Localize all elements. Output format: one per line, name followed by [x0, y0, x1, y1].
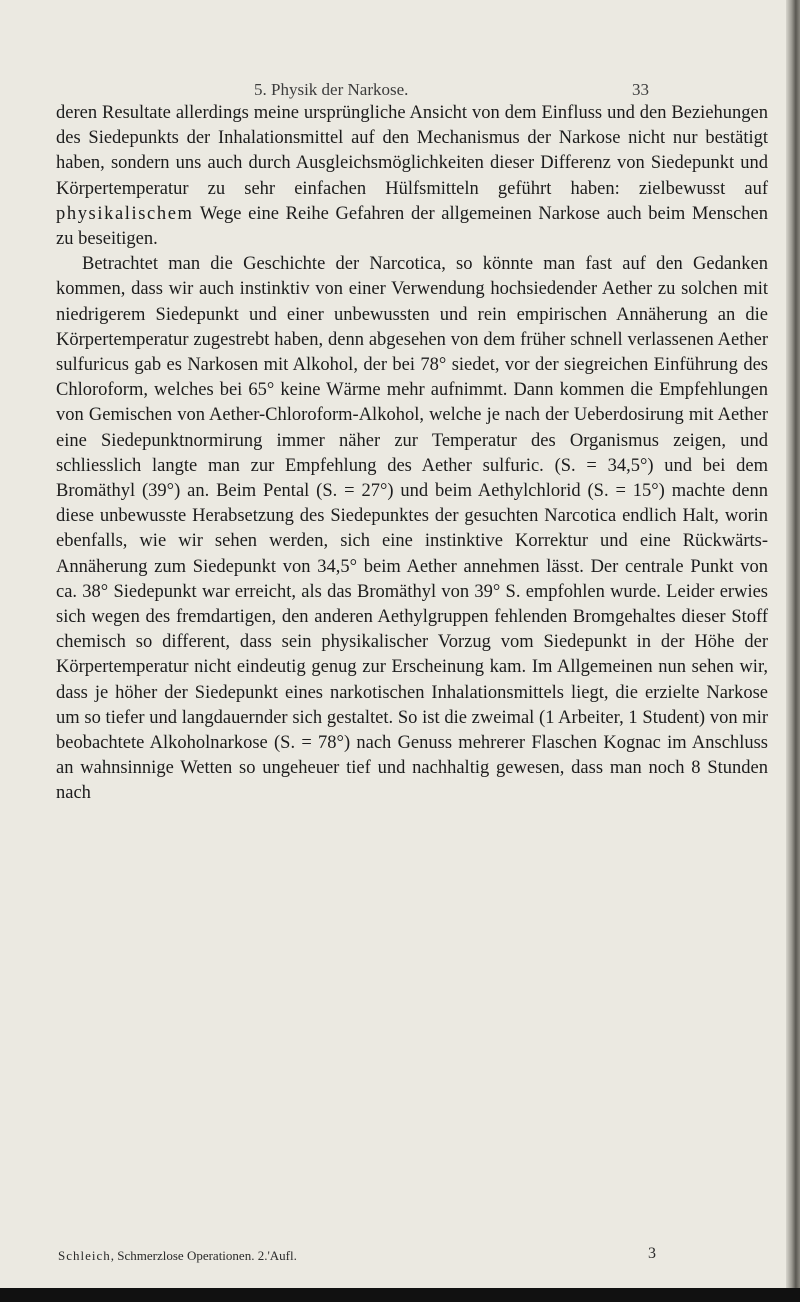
- paragraph-1-part-1: deren Resultate allerdings meine ursprüngliche Ansicht von dem Einfluss und den Beziehungen des Siedepunkts der Inhalationsmittel auf den Mechanismus der Narkose nicht nur bestätigt haben, sondern uns auch durch Ausgleichsmöglichkeiten dieser Differenz von Siedepunkt und Körpertemperatur zu sehr einfachen Hülfsmitteln geführt haben: zielbewusst auf: [56, 103, 768, 199]
- page-number: 33: [632, 80, 649, 99]
- paragraph-2: [56, 252, 768, 806]
- page-footer: [58, 1245, 710, 1264]
- running-head: [254, 80, 654, 100]
- running-head-title: 5. Physik der Narkose.: [254, 80, 409, 99]
- scan-edge-shadow: [786, 0, 800, 1302]
- paragraph-1: [56, 101, 768, 252]
- paragraph-2-text: Betrachtet man die Geschichte der Narcotica, so könnte man fast auf den Gedanken kommen, dass wir auch instinktiv von einer Verwendung hochsiedender Aether zu solchen mit niedrigerem Siedepunkt und einer unbewussten und rein empirischen Annäherung an die Körpertemperatur zugestrebt haben, denn abgesehen von dem früher schnell verlassenen Aether sulfuricus gab es Narkosen mit Alkohol, der bei 78° siedet, vor der siegreichen Einführung des Chloroform, welches bei 65° keine Wärme mehr aufnimmt. Dann kommen die Empfehlungen von Gemischen von Aether-Chloroform-Alkohol, welche je nach der Ueberdosirung mit Aether eine Siedepunktnormirung immer näher zur Temperatur des Organismus zeigen, und schliesslich langte man zur Empfehlung des Aether sulfuric. (S. = 34,5°) und bei dem Bromäthyl (39°) an. Beim Pental (S. = 27°) und beim Aethylchlorid (S. = 15°) machte denn diese unbewusste Herabsetzung des Siedepunktes der gesuchten Narcotica endlich Halt, worin ebenfalls, wie wir sehen werden, sich eine instinktive Korrektur und eine Rückwärts-Annäherung zum Siedepunkt von 34,5° beim Aether annehmen lässt. Der centrale Punkt von ca. 38° Siedepunkt war erreicht, als das Bromäthyl von 39° S. empfohlen wurde. Leider erwies sich wegen des fremdartigen, den anderen Aethylgruppen fehlenden Bromgehaltes dieser Stoff chemisch so different, dass sein physikalischer Vorzug vom Siedepunkt in der Höhe der Körpertemperatur nicht eindeutig genug zur Erscheinung kam. Im Allgemeinen nun sehen wir, dass je höher der Siedepunkt eines narkotischen Inhalationsmittels liegt, die erzielte Narkose um so tiefer und langdauernder sich gestaltet. So ist die zweimal (1 Arbeiter, 1 Student) von mir beobachtete Alkoholnarkose (S. = 78°) nach Genuss mehrerer Flaschen Kognac im Anschluss an wahnsinnige Wetten so ungeheuer tief und nachhaltig gewesen, dass man noch 8 Stunden nach: [56, 254, 768, 804]
- paragraph-1-part-3: Wege eine Reihe Gefahren der allgemeinen Narkose auch beim Menschen zu beseitigen.: [56, 203, 768, 250]
- signature-mark: 3: [648, 1245, 656, 1262]
- emphasized-word-physikalischem: physikalischem: [56, 203, 194, 224]
- footer-work-title: , Schmerzlose Operationen. 2.'Aufl.: [110, 1248, 297, 1263]
- footer-author: Schleich: [58, 1248, 111, 1263]
- body-text: [56, 101, 768, 807]
- scan-bottom-bar: [0, 1288, 800, 1302]
